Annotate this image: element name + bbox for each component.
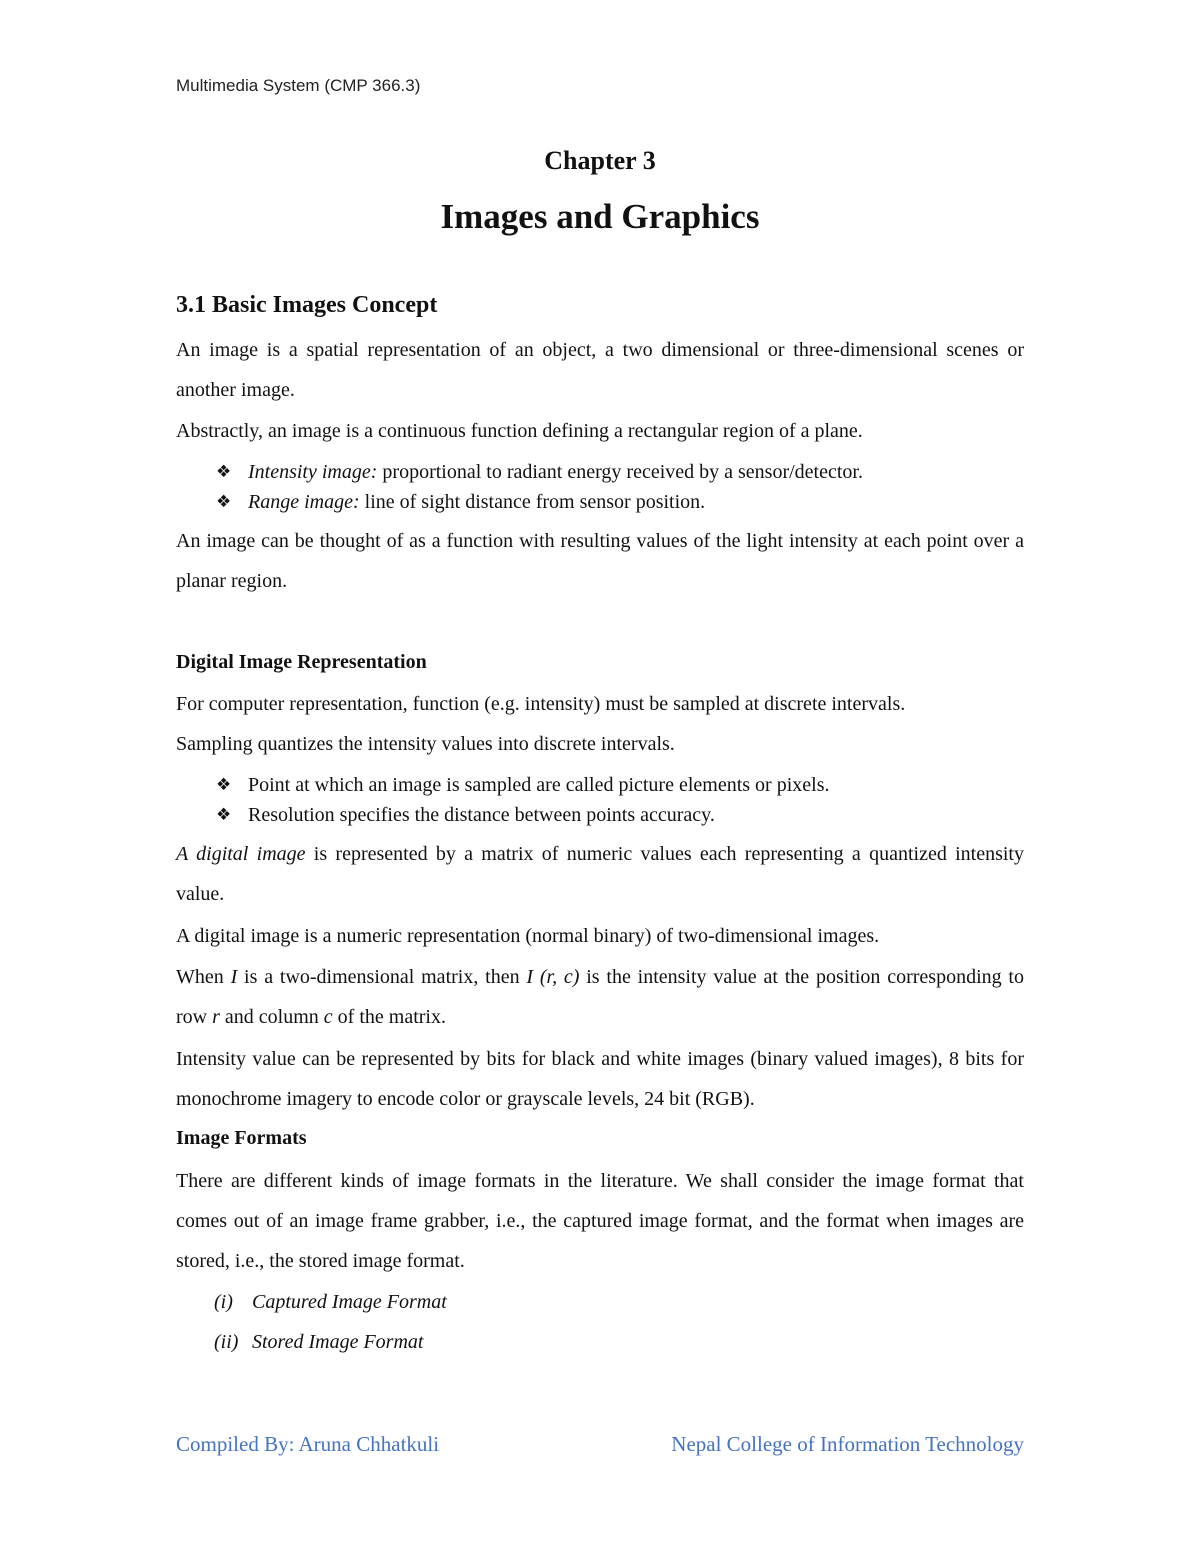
paragraph-image-formats: There are different kinds of image formats in the literature. We shall consider the image format that comes out of an image frame grabber, i.e., the captured image format, and the format when images are stored, i.e., the stored image format. — [176, 1170, 1024, 1272]
paragraph-image-function: An image can be thought of as a function with resulting values of the light intensity at each point over a planar region. — [176, 530, 1024, 592]
paragraph-computer-representation: For computer representation, function (e.g. intensity) must be sampled at discrete intervals. — [176, 693, 906, 715]
list-item — [216, 800, 1024, 830]
list-number: (i) — [214, 1291, 233, 1313]
footer-institution: Nepal College of Information Technology — [671, 1432, 1024, 1456]
chapter-title: Images and Graphics — [440, 197, 760, 236]
bullet-text: Resolution specifies the distance between points accuracy. — [248, 804, 715, 826]
math-variable: I — [230, 966, 238, 988]
list-item — [214, 1322, 447, 1362]
paragraph-sampling: Sampling quantizes the intensity values into discrete intervals. — [176, 733, 675, 755]
list-item — [216, 487, 1024, 517]
paragraph-text: is represented by a matrix of numeric values each representing a quantized intensity value. — [176, 843, 1024, 905]
paragraph-image-definition: An image is a spatial representation of an object, a two dimensional or three-dimensional scenes or another image. — [176, 339, 1024, 401]
paragraph-intensity-matrix — [176, 957, 1024, 1037]
star-bullet-icon: ❖ — [216, 462, 232, 482]
star-bullet-icon: ❖ — [216, 805, 232, 825]
list-item — [216, 457, 1024, 487]
paragraph-abstract-definition: Abstractly, an image is a continuous function defining a rectangular region of a plane. — [176, 420, 863, 442]
running-header: Multimedia System (CMP 366.3) — [176, 76, 421, 95]
sampling-list — [216, 770, 1024, 830]
list-item — [216, 770, 1024, 800]
bullet-text: line of sight distance from sensor position. — [359, 491, 706, 513]
image-types-list — [216, 457, 1024, 517]
text-run: and column — [219, 1006, 324, 1028]
text-run: of the matrix. — [332, 1006, 446, 1028]
star-bullet-icon: ❖ — [216, 775, 232, 795]
bullet-text: Point at which an image is sampled are called picture elements or pixels. — [248, 774, 830, 796]
paragraph-digital-image-matrix — [176, 834, 1024, 914]
list-label: Captured Image Format — [252, 1291, 447, 1313]
list-item — [214, 1282, 447, 1322]
paragraph-numeric-representation: A digital image is a numeric representation (normal binary) of two-dimensional images. — [176, 925, 880, 947]
math-expression: I (r, c) — [526, 966, 580, 988]
list-number: (ii) — [214, 1331, 239, 1353]
bullet-term: Range image: — [248, 491, 360, 513]
bullet-text: proportional to radiant energy received by a sensor/detector. — [377, 461, 863, 483]
chapter-label: Chapter 3 — [544, 146, 656, 175]
image-formats-list — [214, 1282, 447, 1362]
section-heading-basic-images: 3.1 Basic Images Concept — [176, 292, 438, 318]
paragraph-intensity-bits: Intensity value can be represented by bits for black and white images (binary valued images), 8 bits for monochrome imagery to encode color or grayscale levels, 24 bit (RGB). — [176, 1048, 1024, 1110]
text-run: When — [176, 966, 231, 988]
star-bullet-icon: ❖ — [216, 492, 232, 512]
bullet-term: Intensity image: — [248, 461, 378, 483]
math-variable: c — [323, 1006, 333, 1028]
subheading-image-formats: Image Formats — [176, 1127, 307, 1149]
math-variable: r — [212, 1006, 220, 1028]
text-run: is the intensity value at the position corresponding to row — [176, 966, 1024, 1028]
list-label: Stored Image Format — [252, 1331, 424, 1353]
text-run: is a two-dimensional matrix, then — [237, 966, 527, 988]
subheading-digital-image-representation: Digital Image Representation — [176, 651, 427, 673]
emphasis-digital-image: A digital image — [176, 843, 306, 865]
footer-author: Compiled By: Aruna Chhatkuli — [176, 1432, 440, 1456]
